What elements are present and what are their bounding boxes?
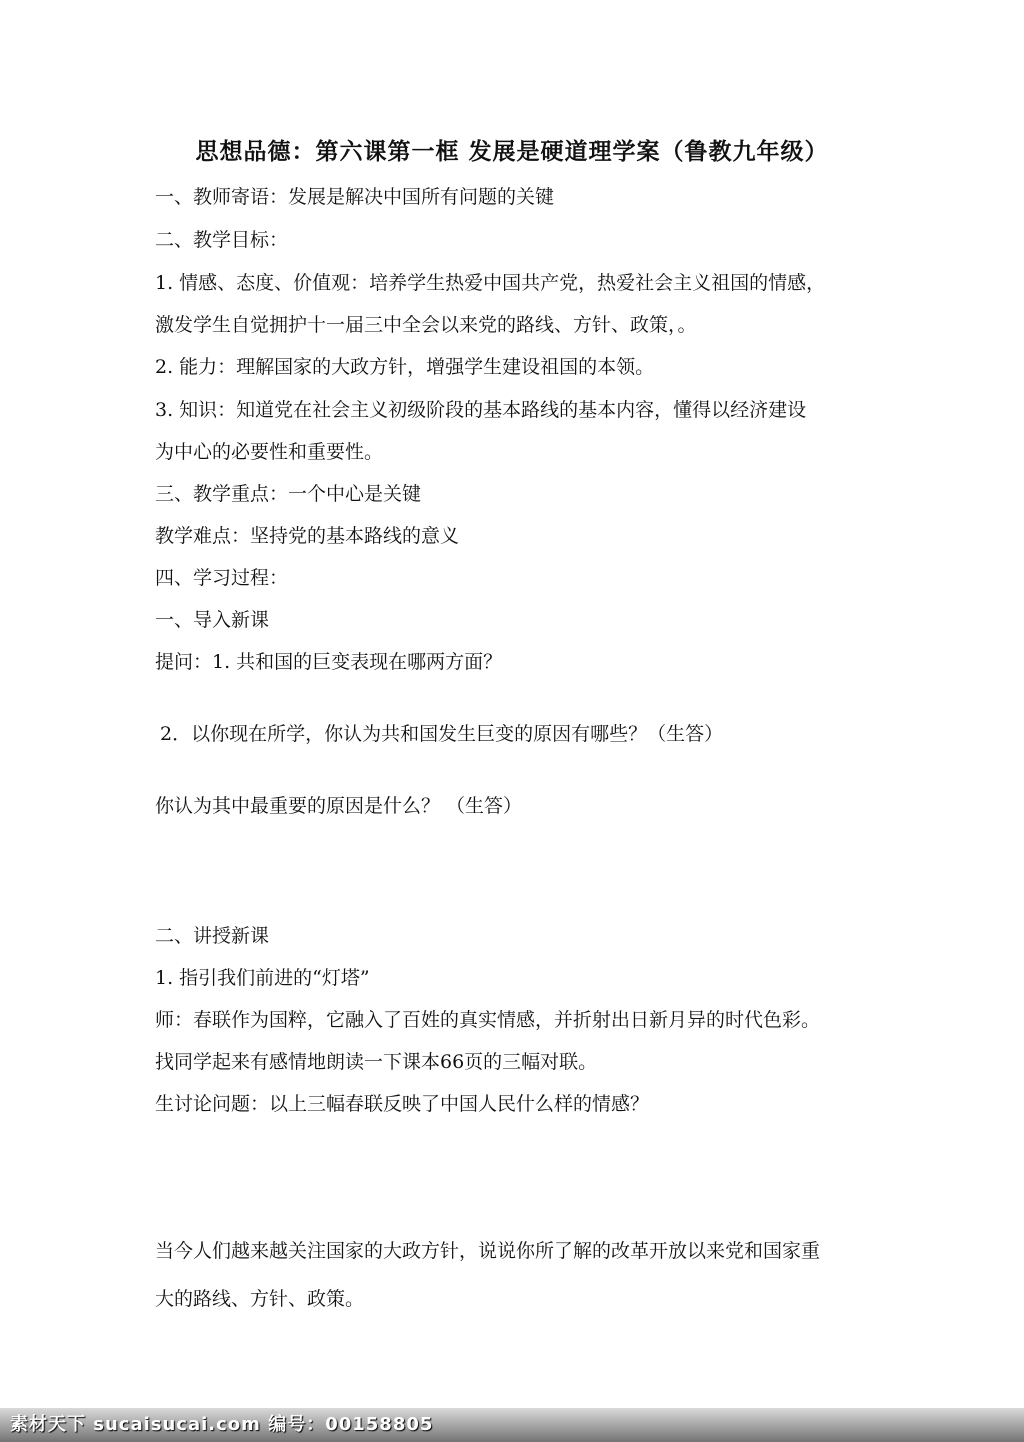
text-line: 提问：1. 共和国的巨变表现在哪两方面？ xyxy=(155,651,503,673)
text-line: 一、教师寄语：发展是解决中国所有问题的关键 xyxy=(155,186,555,208)
watermark-bar xyxy=(0,1408,1024,1442)
text-line: 当今人们越来越关注国家的大政方针，说说你所了解的改革开放以来党和国家重 xyxy=(155,1240,821,1262)
text-line: 找同学起来有感情地朗读一下课本66页的三幅对联。 xyxy=(155,1051,598,1073)
text-line: 二、教学目标： xyxy=(155,229,289,251)
text-line: 为中心的必要性和重要性。 xyxy=(155,441,384,463)
text-line: 1. 指引我们前进的“灯塔” xyxy=(155,967,370,989)
text-line: 二、讲授新课 xyxy=(155,925,270,947)
text-line: 1. 情感、态度、价值观：培养学生热爱中国共产党，热爱社会主义祖国的情感， xyxy=(155,272,826,294)
text-line: 教学难点：坚持党的基本路线的意义 xyxy=(155,525,460,547)
text-line: 大的路线、方针、政策。 xyxy=(155,1288,365,1310)
text-line: 三、教学重点：一个中心是关键 xyxy=(155,483,422,505)
text-line: 2．以你现在所学，你认为共和国发生巨变的原因有哪些？（生答） xyxy=(160,723,724,745)
document-title: 思想品德：第六课第一框 发展是硬道理学案（鲁教九年级） xyxy=(195,139,829,165)
text-line: 你认为其中最重要的原因是什么？ （生答） xyxy=(155,795,523,817)
text-line: 生讨论问题：以上三幅春联反映了中国人民什么样的情感？ xyxy=(155,1093,650,1115)
watermark-text: 素材天下 sucaisucai.com 编号：00158805 xyxy=(10,1414,434,1435)
text-line: 一、导入新课 xyxy=(155,609,270,631)
text-line: 师：春联作为国粹，它融入了百姓的真实情感，并折射出日新月异的时代色彩。 xyxy=(155,1009,821,1031)
text-line: 激发学生自觉拥护十一届三中全会以来党的路线、方针、政策，。 xyxy=(155,314,697,336)
text-line: 四、学习过程： xyxy=(155,567,289,589)
text-line: 2. 能力：理解国家的大政方针，增强学生建设祖国的本领。 xyxy=(155,356,655,378)
text-line: 3. 知识：知道党在社会主义初级阶段的基本路线的基本内容，懂得以经济建设 xyxy=(155,399,807,421)
